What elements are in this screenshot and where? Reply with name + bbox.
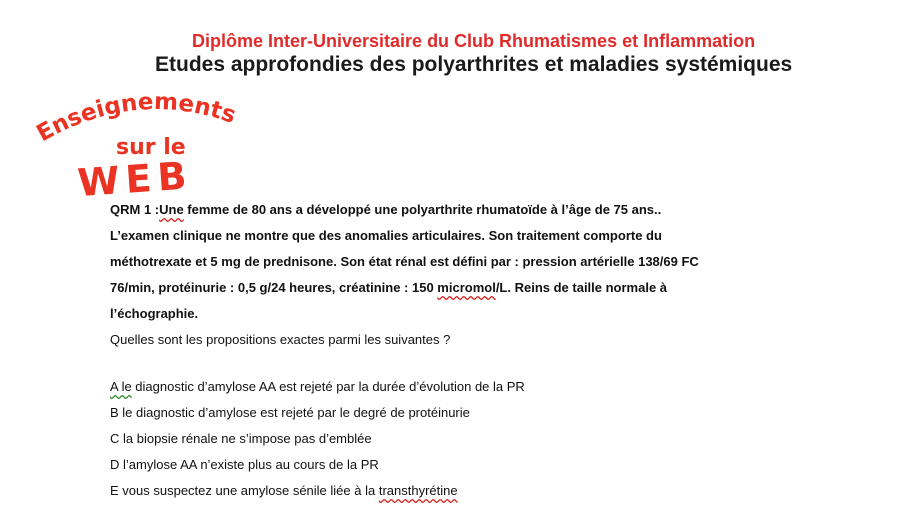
option-d[interactable]: D l’amylose AA n’existe plus au cours de la PR [110,457,379,472]
option-e-prefix: E vous suspectez une amylose sénile liée à la [110,483,379,498]
answer-options [110,374,525,504]
question-block [110,197,810,353]
option-e-word-transthyretine: transthyrétine [378,483,458,498]
option-e[interactable] [110,478,525,504]
question-word-micromol: micromol [437,280,496,295]
option-a[interactable] [110,374,525,400]
question-line [110,197,810,223]
question-line: l’échographie. [110,306,199,321]
logo-line-2: sur le [116,135,186,160]
option-a-text: diagnostic d’amylose AA est rejeté par la durée d’évolution de la PR [131,379,525,394]
question-line: L’examen clinique ne montre que des anomalies articulaires. Son traitement comporte du [110,228,662,243]
option-c[interactable]: C la biopsie rénale ne s’impose pas d’emblée [110,431,372,446]
option-a-prefix: A le [110,379,132,394]
enseignements-web-logo [28,90,278,210]
option-b[interactable]: B le diagnostic d’amylose est rejeté par le degré de protéinurie [110,405,470,420]
logo-line-1: Enseignements [32,90,240,148]
question-label: QRM 1 : [110,202,160,217]
question-line: méthotrexate et 5 mg de prednisone. Son état rénal est défini par : pression artérielle 138/69 FC [110,254,699,269]
header-title-red: Diplôme Inter-Universitaire du Club Rhumatismes et Inflammation [192,31,756,51]
question-line-1-text: femme de 80 ans a développé une polyarthrite rhumatoïde à l’âge de 75 ans.. [183,202,662,217]
logo-line-3: WEB [76,153,194,206]
question-line [110,275,810,301]
question-line-4-pre: 76/min, protéinurie : 0,5 g/24 heures, créatinine : 150 [110,280,438,295]
question-line-4-post: /L. Reins de taille normale à [495,280,668,295]
header-title-dark: Etudes approfondies des polyarthrites et maladies systémiques [155,53,793,76]
question-word-une: Une [159,202,184,217]
question-prompt: Quelles sont les propositions exactes parmi les suivantes ? [110,332,451,347]
